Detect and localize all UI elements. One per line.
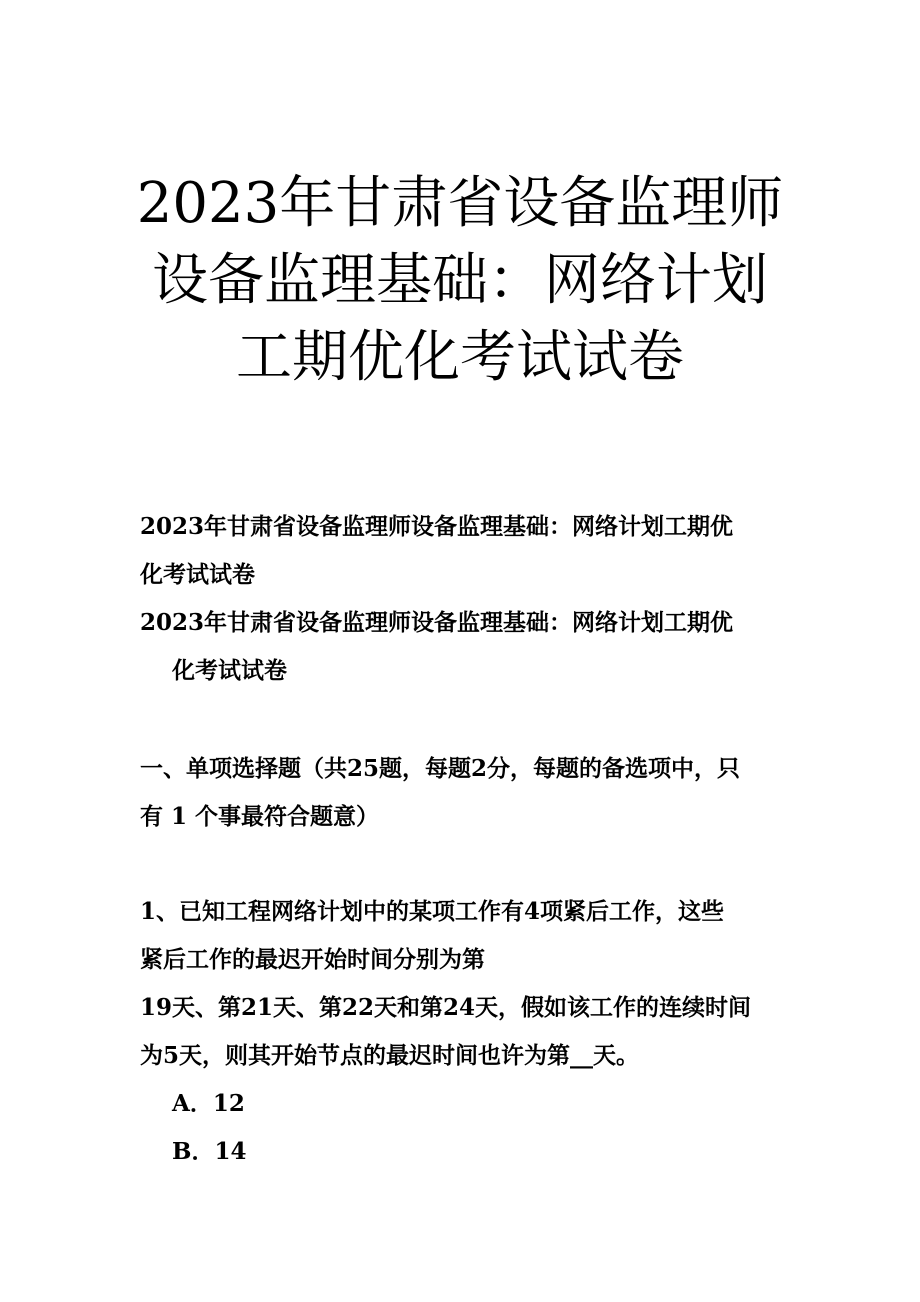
section-line-2: 有 1 个事最符合题意）	[140, 803, 380, 830]
question-1-line-4: 为5天，则其开始节点的最迟时间也许为第__天。	[140, 1042, 640, 1069]
document-title	[100, 165, 820, 396]
question-1-line-2: 紧后工作的最迟开始时间分别为第	[140, 946, 485, 973]
title-line-3: 工期优化考试试卷	[236, 325, 684, 390]
question-1-line-3: 19天、第21天、第22天和第24天，假如该工作的连续时间	[140, 994, 752, 1021]
subtitle-2-line-1: 2023年甘肃省设备监理师设备监理基础：网络计划工期优	[140, 609, 734, 636]
question-1-line-1: 1、已知工程网络计划中的某项工作有4项紧后工作，这些	[140, 898, 725, 925]
subtitle-paragraph-2	[140, 599, 780, 695]
subtitle-1-line-1: 2023年甘肃省设备监理师设备监理基础：网络计划工期优	[140, 513, 734, 540]
option-a: A．12	[172, 1090, 245, 1117]
section-heading	[140, 745, 780, 841]
section-line-1: 一、单项选择题（共25题，每题2分，每题的备选项中，只	[140, 755, 741, 782]
subtitle-1-line-2: 化考试试卷	[140, 561, 255, 588]
option-b: B．14	[172, 1138, 247, 1165]
subtitle-paragraph-1	[140, 503, 780, 599]
title-line-2: 设备监理基础：网络计划	[152, 248, 768, 313]
question-1	[140, 888, 780, 1176]
subtitle-2-line-2: 化考试试卷	[172, 657, 287, 684]
title-line-1: 2023年甘肃省设备监理师	[136, 171, 784, 236]
